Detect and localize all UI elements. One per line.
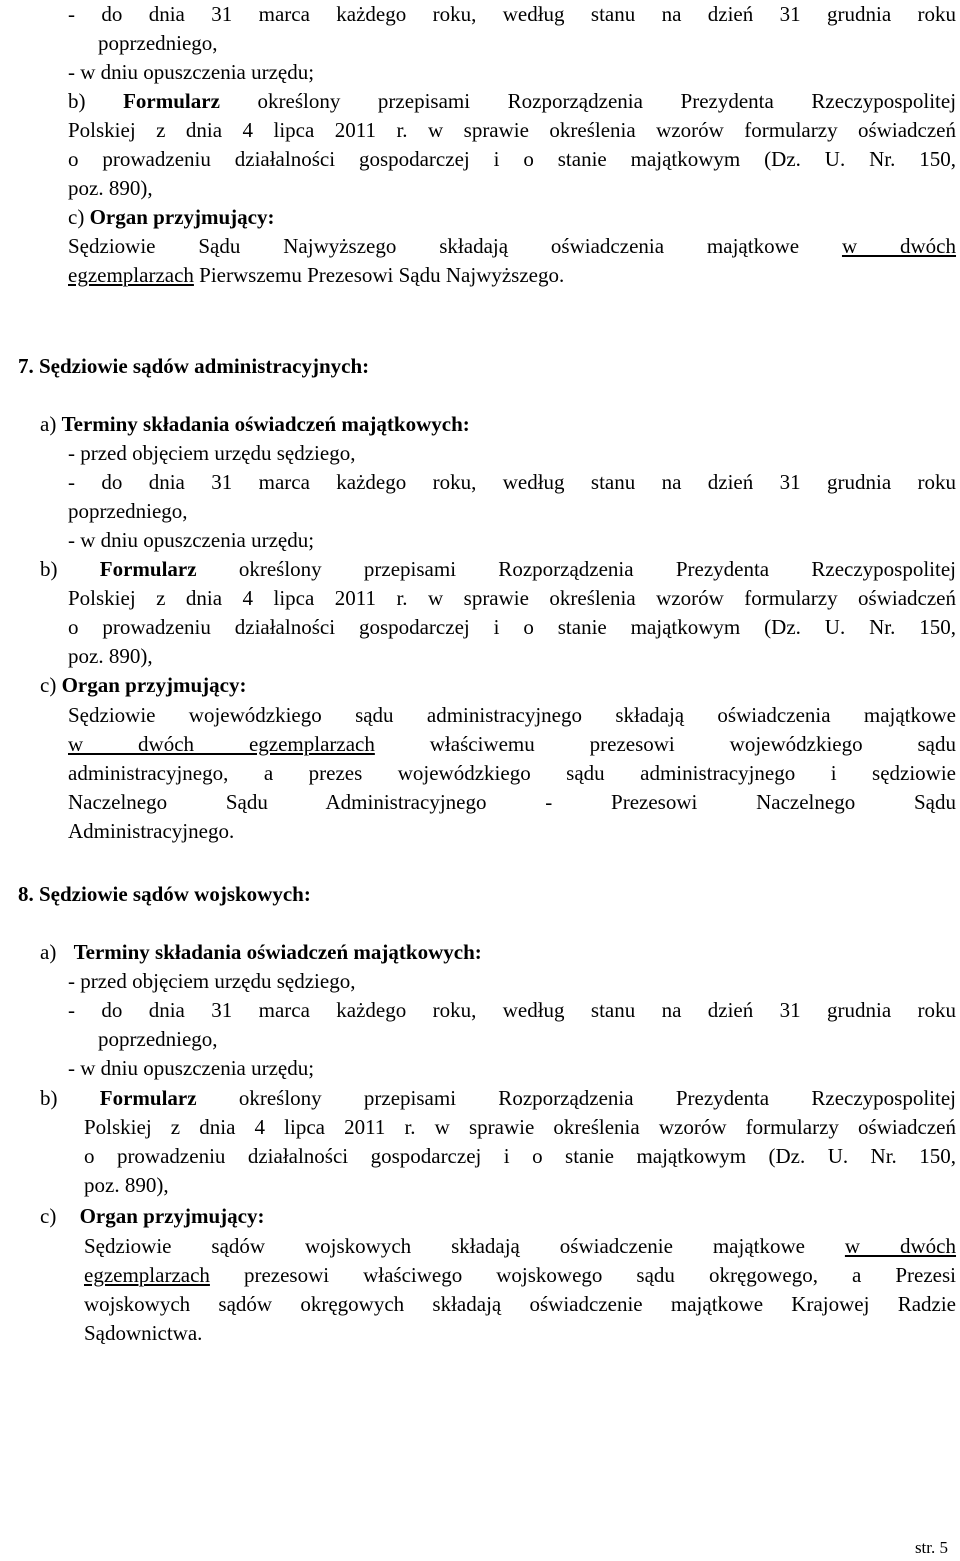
item-label: b) [40, 557, 58, 581]
paragraph-line: Polskiej z dnia 4 lipca 2011 r. w sprawie określenia wzorów formularzy oświadczeń [68, 586, 956, 610]
paragraph-line [84, 1261, 956, 1290]
paragraph-b [68, 87, 956, 116]
paragraph-line: wojskowych sądów okręgowych składają oświadczenie majątkowe Krajowej Radzie [84, 1292, 956, 1316]
item-label: a) [40, 940, 57, 964]
underlined-text: w dwóch [841, 234, 957, 258]
paragraph-line: poz. 890), [68, 176, 153, 200]
item-label: c) [40, 673, 57, 697]
list-item: - w dniu opuszczenia urzędu; [68, 60, 315, 84]
underlined-text: w dwóch egzemplarzach [68, 732, 375, 756]
list-item: - do dnia 31 marca każdego roku, według stanu na dzień 31 grudnia roku [68, 470, 956, 494]
paragraph-line: Polskiej z dnia 4 lipca 2011 r. w sprawie określenia wzorów formularzy oświadczeń [68, 118, 956, 142]
bold-term: Formularz [99, 1086, 197, 1110]
bold-term: Terminy składania oświadczeń majątkowych: [61, 412, 470, 436]
list-item: - przed objęciem urzędu sędziego, [68, 441, 356, 465]
section-title: Sędziowie sądów wojskowych: [39, 882, 311, 906]
item-label: b) [40, 1086, 58, 1110]
paragraph-text: Pierwszemu Prezesowi Sądu Najwyższego. [199, 263, 565, 287]
list-item-continuation: poprzedniego, [98, 1027, 218, 1051]
paragraph-text: Sędziowie sądów wojskowych składają oświadczenie majątkowe [84, 1234, 805, 1258]
paragraph-line: Administracyjnego. [68, 819, 235, 843]
item-label: b) [68, 89, 86, 113]
item-label: c) [68, 205, 85, 229]
paragraph-line: o prowadzeniu działalności gospodarczej i o stanie majątkowym (Dz. U. Nr. 150, [68, 615, 956, 639]
paragraph-line: Polskiej z dnia 4 lipca 2011 r. w sprawie określenia wzorów formularzy oświadczeń [84, 1115, 956, 1139]
paragraph-line: Sądownictwa. [84, 1321, 203, 1345]
paragraph-line [68, 730, 956, 759]
paragraph-line: Sędziowie wojewódzkiego sądu administracyjnego składają oświadczenia majątkowe [68, 703, 956, 727]
list-item-continuation: poprzedniego, [68, 499, 188, 523]
page-number: str. 5 [914, 1538, 948, 1557]
paragraph-text: określony przepisami Rozporządzenia Prezydenta Rzeczypospolitej [257, 89, 957, 113]
paragraph-line: poz. 890), [84, 1173, 169, 1197]
section-title: Sędziowie sądów administracyjnych: [39, 354, 370, 378]
paragraph-c-heading [68, 203, 274, 232]
paragraph-a-heading [40, 938, 482, 967]
paragraph-line [68, 261, 564, 290]
underlined-text: egzemplarzach [68, 263, 194, 287]
paragraph-line [68, 232, 956, 261]
paragraph-c-heading [40, 1202, 264, 1231]
underlined-text: w dwóch [844, 1234, 957, 1258]
bold-term: Organ przyjmujący: [89, 205, 275, 229]
list-item: - w dniu opuszczenia urzędu; [68, 1056, 315, 1080]
paragraph-line [84, 1232, 956, 1261]
section-7-heading [18, 352, 369, 381]
list-item: - przed objęciem urzędu sędziego, [68, 969, 356, 993]
paragraph-b [40, 1084, 956, 1113]
paragraph-line: o prowadzeniu działalności gospodarczej i o stanie majątkowym (Dz. U. Nr. 150, [84, 1144, 956, 1168]
bold-term: Formularz [99, 557, 197, 581]
list-item-continuation: poprzedniego, [98, 31, 218, 55]
list-item: - do dnia 31 marca każdego roku, według stanu na dzień 31 grudnia roku [68, 998, 956, 1022]
paragraph-c-heading [40, 671, 246, 700]
paragraph-text: określony przepisami Rozporządzenia Prezydenta Rzeczypospolitej [238, 557, 957, 581]
list-item: - do dnia 31 marca każdego roku, według stanu na dzień 31 grudnia roku [68, 2, 956, 26]
paragraph-line: o prowadzeniu działalności gospodarczej i o stanie majątkowym (Dz. U. Nr. 150, [68, 147, 956, 171]
item-label: c) [40, 1204, 57, 1228]
paragraph-text: Sędziowie Sądu Najwyższego składają oświadczenia majątkowe [68, 234, 800, 258]
list-item: - w dniu opuszczenia urzędu; [68, 528, 315, 552]
underlined-text: egzemplarzach [84, 1263, 210, 1287]
paragraph-b [40, 555, 956, 584]
paragraph-line: poz. 890), [68, 644, 153, 668]
bold-term: Organ przyjmujący: [79, 1204, 265, 1228]
paragraph-line: Naczelnego Sądu Administracyjnego - Prezesowi Naczelnego Sądu [68, 790, 956, 814]
paragraph-line: administracyjnego, a prezes wojewódzkiego sądu administracyjnego i sędziowie [68, 761, 956, 785]
section-number: 7. [18, 354, 34, 378]
bold-term: Organ przyjmujący: [61, 673, 247, 697]
bold-term: Formularz [123, 89, 220, 113]
section-number: 8. [18, 882, 34, 906]
bold-term: Terminy składania oświadczeń majątkowych: [73, 940, 482, 964]
paragraph-text: prezesowi właściwego wojskowego sądu okręgowego, a Prezesi [243, 1263, 957, 1287]
paragraph-text: właściwemu prezesowi wojewódzkiego sądu [429, 732, 957, 756]
item-label: a) [40, 412, 57, 436]
paragraph-text: określony przepisami Rozporządzenia Prezydenta Rzeczypospolitej [238, 1086, 957, 1110]
section-8-heading [18, 880, 311, 909]
paragraph-a-heading [40, 410, 470, 439]
